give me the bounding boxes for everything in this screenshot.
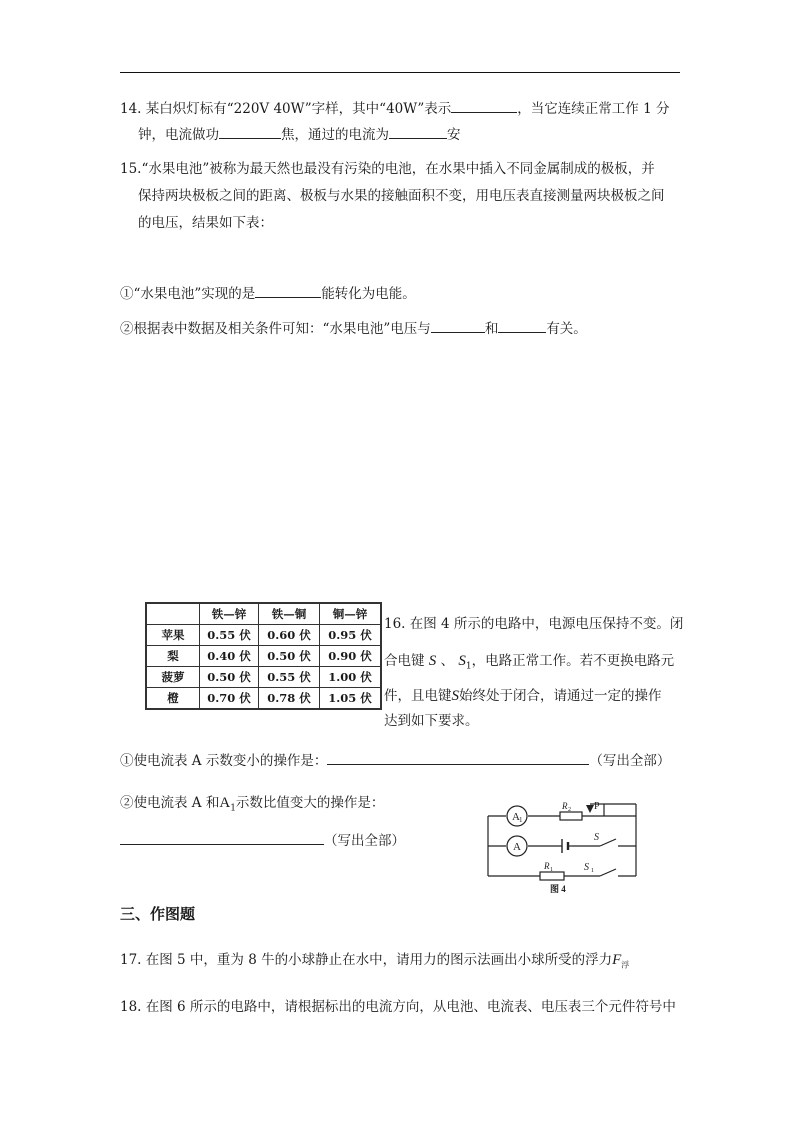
q15-sub1-text: 能转化为电能。: [321, 286, 416, 302]
q14-text: 14. 某白炽灯标有“220V 40W”字样，其中“40W”表示: [120, 101, 452, 117]
q14-text: 安: [447, 127, 461, 143]
table-row: [146, 688, 381, 710]
q15-sub1: [120, 283, 416, 304]
q16-line3: [384, 686, 662, 706]
table-cell: 0.60 伏: [259, 625, 320, 646]
svg-text:A: A: [512, 811, 520, 823]
q15-blank-2[interactable]: [431, 318, 485, 333]
q16-sub2-text: ②使电流表 A 和: [120, 795, 220, 811]
table-cell: 0.50 伏: [259, 646, 320, 667]
svg-text:1: 1: [550, 867, 553, 873]
section-title: 三、作图题: [120, 905, 196, 923]
table-cell: 菠萝: [146, 667, 200, 688]
switch-symbol-s: S: [428, 653, 437, 669]
q15-sub2-text: ②根据表中数据及相关条件可知：“水果电池”电压与: [120, 321, 431, 337]
svg-text:R: R: [562, 801, 568, 811]
switch-s: [594, 832, 616, 846]
buoyancy-symbol: F: [612, 952, 622, 968]
table-cell: 梨: [146, 646, 200, 667]
svg-text:S: S: [594, 832, 599, 843]
resistor-r1: [540, 861, 564, 880]
q16-text: 始终处于闭合，请通过一定的操作: [459, 688, 662, 704]
q15-blank-1[interactable]: [255, 283, 321, 298]
table-cell: 0.70 伏: [200, 688, 259, 710]
q15-sub2-text: 和: [484, 321, 499, 337]
table-header-cell: 铁—锌: [200, 603, 259, 625]
fruit-voltage-table: [145, 602, 382, 710]
table-cell: 1.00 伏: [320, 667, 382, 688]
q14-blank-3[interactable]: [389, 124, 447, 139]
circuit-diagram: [482, 796, 642, 896]
battery-symbol: [562, 839, 572, 853]
resistor-r2: [560, 801, 582, 820]
table-row: [146, 625, 381, 646]
q15-sub2-text: 有关。: [546, 321, 587, 337]
svg-text:2: 2: [568, 807, 571, 813]
q16-sub1-text: ①使电流表 A 示数变小的操作是：: [120, 753, 328, 769]
table-cell: 0.95 伏: [320, 625, 382, 646]
q16-line4: 达到如下要求。: [384, 713, 479, 729]
switch-symbol-s: S: [451, 688, 459, 704]
q16-line1: 16. 在图 4 所示的电路中，电源电压保持不变。闭: [384, 616, 684, 632]
q14-blank-2[interactable]: [219, 124, 281, 139]
q14-line2: [138, 124, 461, 145]
q16-sub1-end: （写出全部）: [589, 753, 671, 769]
q16-text: 合电键: [384, 653, 425, 669]
subscript: 1: [230, 803, 236, 814]
figure-caption: 图 4: [550, 884, 566, 894]
q18-line: 18. 在图 6 所示的电路中，请根据标出的电流方向，从电池、电流表、电压表三个元件符号中: [120, 999, 676, 1015]
svg-text:A: A: [513, 841, 521, 853]
subscript: 浮: [621, 960, 630, 970]
table-header-cell: 铜—锌: [320, 603, 382, 625]
q15-blank-3[interactable]: [498, 318, 546, 333]
table-row: [146, 667, 381, 688]
slider-p: [586, 801, 604, 813]
svg-text:P: P: [594, 801, 600, 812]
q15-line2: 保持两块极板之间的距离、极板与水果的接触面积不变，用电压表直接测量两块极板之间: [138, 188, 665, 204]
q15-sub1-text: ①“水果电池”实现的是: [120, 286, 256, 302]
table-cell: 0.90 伏: [320, 646, 382, 667]
svg-text:R: R: [544, 861, 550, 871]
ammeter-a1-symbol: A: [219, 795, 231, 811]
table-cell: 0.55 伏: [259, 667, 320, 688]
q14-text: 焦，通过的电流为: [281, 127, 389, 143]
q16-sub2-text: 示数比值变大的操作是：: [235, 795, 385, 811]
svg-text:1: 1: [591, 868, 594, 874]
q14-text: 钟，电流做功: [138, 127, 219, 143]
q16-text: ，电路正常工作。若不更换电路元: [471, 653, 675, 669]
table-cell: 1.05 伏: [320, 688, 382, 710]
q16-blank-2[interactable]: [120, 830, 324, 845]
q15-line1: 15.“水果电池”被称为最天然也最没有污染的电池，在水果中插入不同金属制成的极板，并: [120, 161, 655, 177]
svg-text:1: 1: [519, 816, 523, 824]
q16-blank-1[interactable]: [327, 750, 589, 765]
q15-sub2: [120, 318, 587, 339]
table-cell: 0.50 伏: [200, 667, 259, 688]
top-rule: [120, 72, 680, 73]
q16-text: 件，且电键: [384, 688, 452, 704]
fruit-table: [145, 602, 382, 710]
q16-sub2-answer: [120, 830, 405, 851]
q16-sub2-end: （写出全部）: [324, 833, 405, 849]
table-cell: 橙: [146, 688, 200, 710]
q14-blank-1[interactable]: [451, 98, 517, 113]
q16-text: 、: [440, 653, 455, 669]
table-header-cell: [146, 603, 200, 625]
q17-line: [120, 950, 629, 976]
table-cell: 0.55 伏: [200, 625, 259, 646]
svg-text:S: S: [584, 862, 589, 873]
q14-text: ，当它连续正常工作 1 分: [517, 101, 670, 117]
table-header-row: [146, 603, 381, 625]
table-cell: 苹果: [146, 625, 200, 646]
q16-sub1: [120, 750, 670, 771]
q16-line2: [384, 651, 674, 677]
q16-sub2: [120, 793, 384, 819]
ammeter-a: [507, 836, 527, 856]
ammeter-a1: [507, 806, 527, 826]
subscript: 1: [465, 661, 472, 672]
table-cell: 0.40 伏: [200, 646, 259, 667]
switch-s1: [584, 862, 616, 876]
q15-line3: 的电压，结果如下表：: [138, 215, 273, 231]
switch-symbol-s1: S: [458, 653, 466, 669]
table-cell: 0.78 伏: [259, 688, 320, 710]
table-header-cell: 铁—铜: [259, 603, 320, 625]
q14-line1: [120, 98, 669, 119]
table-row: [146, 646, 381, 667]
q17-text: 17. 在图 5 中，重为 8 牛的小球静止在水中，请用力的图示法画出小球所受的浮力: [120, 952, 613, 968]
